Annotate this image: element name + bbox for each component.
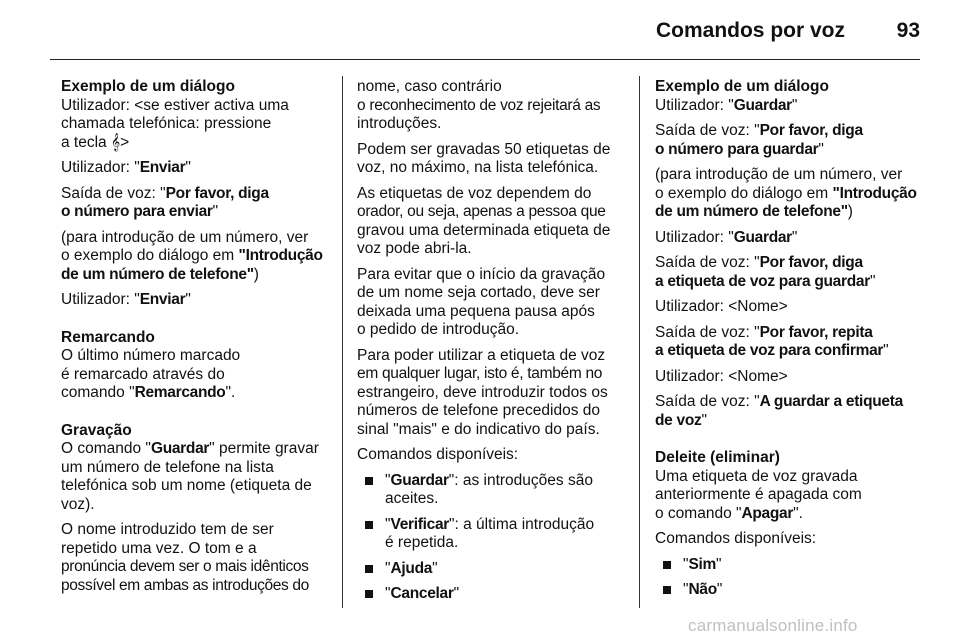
text-line: voz pode abri-la. bbox=[357, 240, 472, 257]
command-text: Guardar bbox=[150, 440, 210, 457]
text: Saída de voz: " bbox=[655, 393, 760, 410]
paragraph bbox=[61, 521, 331, 595]
text-line: > bbox=[120, 133, 130, 151]
text: o exemplo do diálogo em bbox=[61, 247, 239, 264]
text-line: Podem ser gravadas 50 etiquetas de bbox=[357, 140, 611, 158]
column-2 bbox=[357, 78, 632, 611]
text-line: Para poder utilizar a etiqueta de voz bbox=[357, 346, 606, 364]
text: O comando " bbox=[61, 440, 151, 457]
bullet-square-icon bbox=[365, 590, 373, 598]
text: comando " bbox=[61, 384, 135, 401]
paragraph bbox=[61, 97, 331, 153]
text: " bbox=[869, 272, 876, 290]
text: ". bbox=[793, 504, 803, 522]
text-line: voz, no máximo, na lista telefónica. bbox=[357, 159, 599, 176]
command-text: o número para guardar bbox=[655, 140, 819, 158]
paragraph bbox=[655, 324, 927, 361]
paragraph bbox=[61, 440, 331, 514]
text: ) bbox=[253, 265, 259, 283]
section-heading-recording: Gravação bbox=[61, 421, 132, 439]
text-line: O nome introduzido tem de ser bbox=[61, 521, 274, 538]
paragraph bbox=[655, 254, 927, 291]
text-line: Para evitar que o início da gravação bbox=[357, 265, 606, 283]
command-text: de voz bbox=[655, 411, 702, 429]
text: " bbox=[185, 291, 191, 308]
command-text: Cancelar bbox=[390, 585, 454, 602]
text-line: voz). bbox=[61, 495, 95, 513]
command-text: Por favor, repita bbox=[759, 323, 873, 341]
paragraph: Comandos disponíveis: bbox=[357, 446, 519, 463]
paragraph bbox=[357, 141, 632, 178]
text-line: possível em ambas as introduções do bbox=[61, 576, 309, 594]
command-text: Apagar bbox=[741, 504, 794, 522]
text: Saída de voz: " bbox=[61, 184, 166, 202]
bullet-square-icon bbox=[663, 586, 671, 594]
list-item: "Guardar": as introduções são aceites. bbox=[365, 472, 632, 509]
paragraph bbox=[61, 229, 331, 285]
text-line: Utilizador: <se estiver activa uma bbox=[61, 96, 289, 114]
bullet-square-icon bbox=[365, 565, 373, 573]
text: Saída de voz: " bbox=[655, 323, 760, 341]
text-line: em qualquer lugar, isto é, também no bbox=[357, 365, 603, 382]
paragraph bbox=[655, 229, 927, 248]
commands-list bbox=[357, 472, 632, 604]
command-text: Guardar bbox=[733, 228, 792, 246]
bullet-square-icon bbox=[365, 477, 373, 485]
text: Saída de voz: " bbox=[655, 122, 760, 139]
page-number: 93 bbox=[896, 19, 920, 42]
text-line: telefónica sob um nome (etiqueta de bbox=[61, 477, 312, 494]
paragraph bbox=[61, 159, 331, 178]
column-1 bbox=[61, 78, 331, 602]
text-line: pronúncia devem ser o mais idênticos bbox=[61, 558, 309, 575]
reference-text: "Introdução bbox=[238, 247, 323, 264]
column-3 bbox=[655, 78, 927, 607]
command-text: Guardar bbox=[390, 471, 449, 489]
paragraph bbox=[655, 468, 927, 524]
text-line: gravou uma determinada etiqueta de bbox=[357, 221, 611, 239]
command-text: Por favor, diga bbox=[759, 122, 863, 139]
watermark: carmanualsonline.info bbox=[688, 616, 858, 635]
text-line: introduções. bbox=[357, 115, 442, 132]
command-text: Sim bbox=[688, 555, 717, 573]
commands-list bbox=[655, 556, 927, 600]
paragraph bbox=[61, 291, 331, 310]
command-text: Enviar bbox=[139, 291, 186, 308]
command-text: Remarcando bbox=[134, 384, 226, 401]
paragraph: Utilizador: <Nome> bbox=[655, 298, 788, 315]
paragraph bbox=[655, 97, 927, 116]
text-line: repetido uma vez. O tom e a bbox=[61, 539, 257, 557]
text: " bbox=[883, 342, 889, 359]
command-text: Enviar bbox=[139, 159, 186, 176]
text: " bbox=[453, 585, 460, 602]
command-text: Verificar bbox=[390, 515, 449, 533]
section-heading-redial: Remarcando bbox=[61, 328, 155, 346]
text-line: a tecla bbox=[61, 133, 111, 151]
command-text: Não bbox=[688, 581, 717, 598]
paragraph bbox=[357, 185, 632, 259]
paragraph: Comandos disponíveis: bbox=[655, 530, 817, 547]
text: Utilizador: " bbox=[655, 96, 734, 114]
text: Utilizador: " bbox=[61, 159, 140, 176]
text: Utilizador: " bbox=[61, 291, 140, 308]
text: ". bbox=[225, 384, 236, 401]
header-divider bbox=[50, 59, 920, 60]
section-heading-dialog-example: Exemplo de um diálogo bbox=[655, 78, 829, 95]
command-text: Por favor, diga bbox=[759, 254, 863, 271]
list-item: "Ajuda" bbox=[365, 560, 632, 579]
text: " bbox=[701, 411, 707, 429]
list-item: "Sim" bbox=[663, 556, 927, 575]
command-text: o número para enviar bbox=[61, 203, 213, 220]
text-line: números de telefone precedidos do bbox=[357, 402, 600, 419]
text: " permite gravar bbox=[209, 440, 319, 457]
reference-text: "Introdução bbox=[832, 184, 917, 202]
page-header-title: Comandos por voz bbox=[655, 19, 845, 42]
command-text: Por favor, diga bbox=[165, 184, 269, 202]
paragraph bbox=[655, 393, 927, 430]
text-line: chamada telefónica: pressione bbox=[61, 115, 272, 132]
text-line: (para introdução de um número, ver bbox=[655, 166, 903, 183]
list-item: "Cancelar" bbox=[365, 585, 632, 604]
text: Saída de voz: " bbox=[655, 254, 760, 271]
text-line: sinal "mais" e do indicativo do país. bbox=[357, 420, 600, 438]
text: " bbox=[212, 203, 219, 220]
text-line: um número de telefone na lista bbox=[61, 458, 274, 476]
section-heading-delete: Deleite (eliminar) bbox=[655, 449, 780, 466]
bullet-square-icon bbox=[663, 561, 671, 569]
text-line: Uma etiqueta de voz gravada bbox=[655, 467, 858, 485]
bullet-square-icon bbox=[365, 521, 373, 529]
text-line: de um nome seja cortado, deve ser bbox=[357, 284, 600, 301]
text: ) bbox=[847, 203, 853, 220]
text: " bbox=[185, 159, 191, 176]
text: " bbox=[791, 96, 798, 114]
list-item: "Verificar": a última introdução é repetida. bbox=[365, 516, 632, 553]
command-text: Guardar bbox=[733, 96, 792, 114]
column-divider-2 bbox=[639, 76, 640, 608]
text-line: anteriormente é apagada com bbox=[655, 486, 862, 503]
text: o exemplo do diálogo em bbox=[655, 184, 833, 202]
paragraph bbox=[61, 347, 331, 403]
command-text: a etiqueta de voz para guardar bbox=[655, 272, 870, 290]
column-divider-1 bbox=[342, 76, 343, 608]
text-line: deixada uma pequena pausa após bbox=[357, 302, 595, 320]
text: aceites. bbox=[385, 490, 439, 507]
paragraph bbox=[655, 166, 927, 222]
paragraph bbox=[357, 347, 632, 440]
text: Utilizador: " bbox=[655, 228, 734, 246]
text-line: nome, caso contrário bbox=[357, 78, 502, 95]
text: ": as introduções são bbox=[448, 471, 593, 489]
text-line: O último número marcado bbox=[61, 347, 241, 364]
text-line: o reconhecimento de voz rejeitará as bbox=[357, 96, 601, 114]
reference-text: de um número de telefone" bbox=[61, 265, 254, 283]
paragraph bbox=[357, 78, 632, 134]
text: " bbox=[791, 228, 798, 246]
text-line: estrangeiro, deve introduzir todos os bbox=[357, 383, 608, 401]
text-line: As etiquetas de voz dependem do bbox=[357, 184, 592, 202]
text: " bbox=[432, 559, 438, 577]
command-text: A guardar a etiqueta bbox=[759, 393, 903, 410]
command-text: Ajuda bbox=[390, 559, 433, 577]
phone-key-icon: 𝄞 bbox=[110, 133, 121, 151]
reference-text: de um número de telefone" bbox=[655, 203, 848, 220]
text-line: (para introdução de um número, ver bbox=[61, 228, 309, 246]
command-text: a etiqueta de voz para confirmar bbox=[655, 342, 884, 359]
paragraph bbox=[61, 185, 331, 222]
text: ": a última introdução bbox=[449, 515, 595, 533]
text: é repetida. bbox=[385, 534, 459, 551]
text-line: orador, ou seja, apenas a pessoa que bbox=[357, 203, 606, 220]
text-line: o pedido de introdução. bbox=[357, 321, 520, 338]
paragraph bbox=[655, 122, 927, 159]
paragraph bbox=[357, 266, 632, 340]
text-line: é remarcado através do bbox=[61, 365, 225, 383]
text: o comando " bbox=[655, 504, 742, 522]
list-item: "Não" bbox=[663, 581, 927, 600]
paragraph: Utilizador: <Nome> bbox=[655, 367, 788, 385]
text: " bbox=[818, 140, 824, 158]
section-heading-dialog-example: Exemplo de um diálogo bbox=[61, 78, 235, 95]
